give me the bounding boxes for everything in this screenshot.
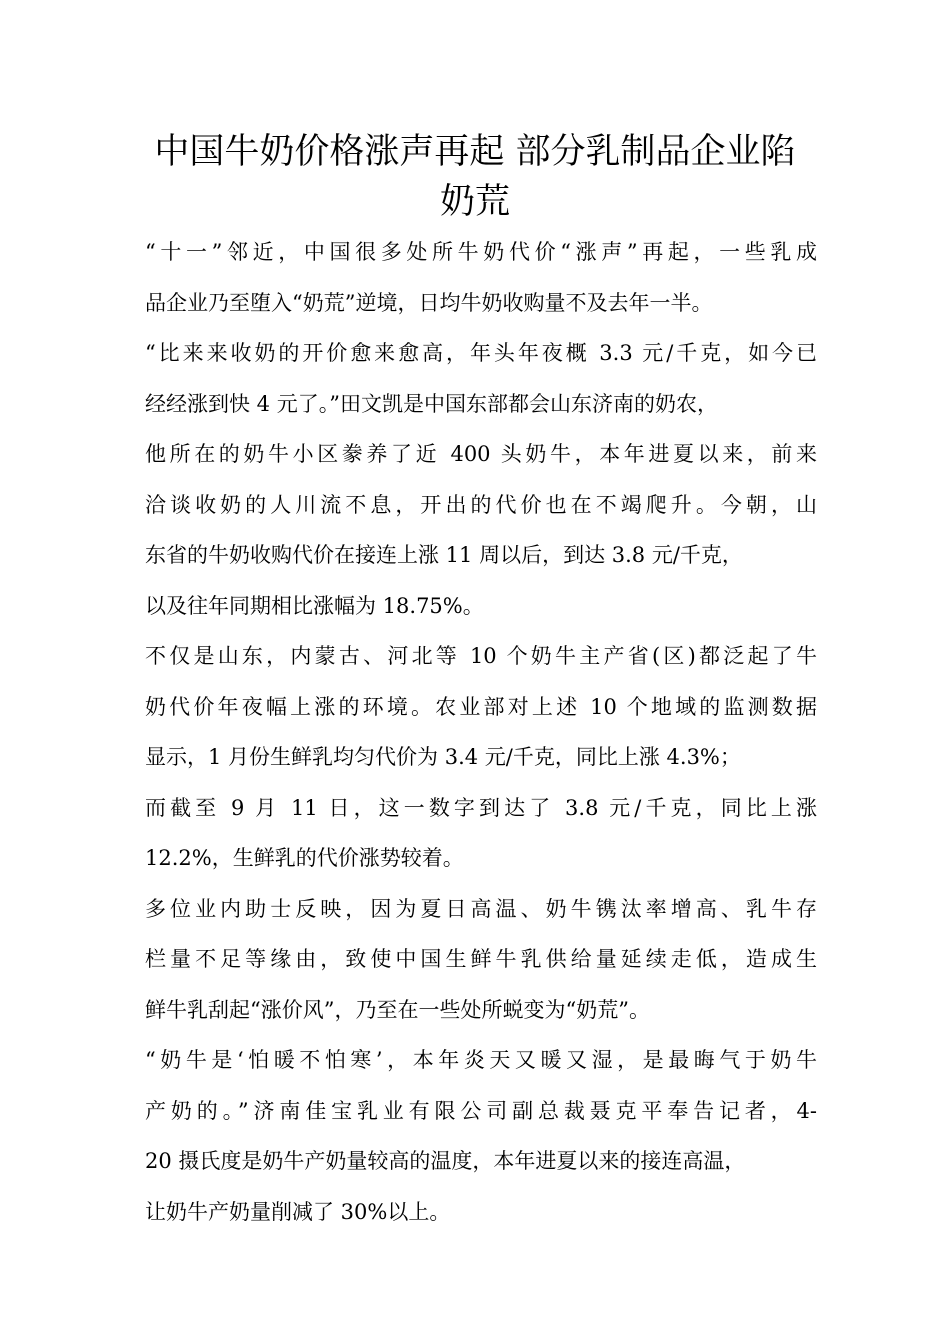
paragraph-5: [145, 1035, 817, 1237]
title-line: 中国牛奶价格涨声再起 部分乳制品企业陷: [154, 132, 796, 172]
text-line: 栏量不足等缘由，致使中国生鲜牛乳供给量延续走低，造成生: [145, 947, 817, 971]
paragraph-2: [145, 328, 817, 631]
text-line: 品企业乃至堕入“奶荒”逆境，日均牛奶收购量不及去年一半。: [145, 290, 713, 315]
text-line: 多位业内助士反映，因为夏日高温、奶牛镌汰率增高、乳牛存: [145, 896, 817, 921]
text-line: “十一”邻近，中国很多处所牛奶代价“涨声”再起，一些乳成: [145, 240, 817, 264]
text-line: 洽谈收奶的人川流不息，开出的代价也在不竭爬升。今朝，山: [145, 492, 817, 517]
text-line: 以及往年同期相比涨幅为 18.75%。: [145, 593, 484, 618]
text-line: 而截至 9 月 11 日，这一数字到达了 3.8 元/千克，同比上涨: [145, 795, 817, 820]
text-line: 他所在的奶牛小区豢养了近 400 头奶牛，本年进夏以来，前来: [145, 442, 817, 466]
paragraph-4: [145, 884, 817, 1036]
article-body: [145, 227, 817, 1237]
paragraph-3: [145, 631, 817, 884]
text-line: 鲜牛乳刮起“涨价风”，乃至在一些处所蜕变为“奶荒”。: [145, 997, 650, 1022]
text-line: 20 摄氏度是奶牛产奶量较高的温度，本年进夏以来的接连高温，: [145, 1149, 746, 1173]
text-line: “比来来收奶的开价愈来愈高，年头年夜概 3.3 元/千克，如今已: [145, 341, 817, 365]
text-line: 让奶牛产奶量削减了 30%以上。: [145, 1199, 451, 1224]
text-line: 东省的牛奶收购代价在接连上涨 11 周以后，到达 3.8 元/千克，: [145, 543, 743, 567]
document-title: [120, 127, 830, 227]
text-line: 产奶的。”济南佳宝乳业有限公司副总裁聂克平奉告记者，4-: [145, 1098, 817, 1123]
text-line: 不仅是山东，内蒙古、河北等 10 个奶牛主产省(区)都泛起了牛: [145, 644, 817, 668]
paragraph-1: [145, 227, 817, 328]
text-line: 12.2%，生鲜乳的代价涨势较着。: [145, 846, 464, 870]
title-line: 奶荒: [439, 182, 510, 222]
text-line: 经经涨到快 4 元了。”田文凯是中国东部都会山东济南的奶农，: [145, 391, 718, 416]
text-line: 奶代价年夜幅上涨的环境。农业部对上述 10 个地域的监测数据: [145, 694, 817, 719]
text-line: “奶牛是‘怕暖不怕寒’，本年炎天又暖又湿，是最晦气于奶牛: [145, 1048, 817, 1072]
text-line: 显示，1 月份生鲜乳均匀代价为 3.4 元/千克，同比上涨 4.3%；: [145, 745, 741, 769]
